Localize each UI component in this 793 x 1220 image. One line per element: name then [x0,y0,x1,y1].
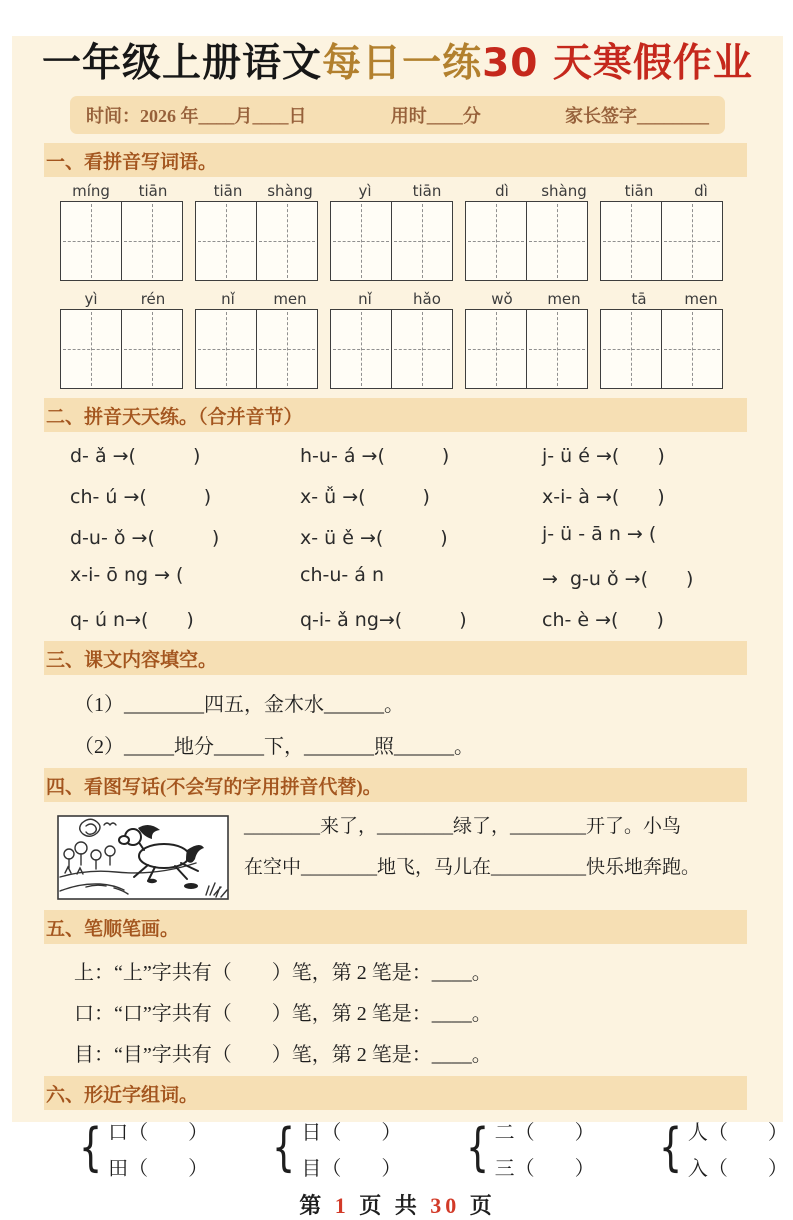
pinyin-merge-item: x-i- ō ng → ( [70,563,184,586]
pinyin-label: tā [631,289,647,308]
writing-grid-cell [121,310,182,388]
writing-grid [330,201,453,281]
page-title [12,42,783,87]
pinyin-label: men [547,289,581,308]
similar-character-groups [74,1116,788,1181]
pinyin-label: yì [84,289,98,308]
pinyin-label: dì [495,181,509,200]
section-1-heading: 一、看拼音写词语。 [44,143,747,177]
writing-grid [465,201,588,281]
fill-blank-line: 在空中________地飞，马儿在__________快乐地奔跑。 [244,856,701,878]
section-6-heading: 六、形近字组词。 [44,1076,747,1110]
pinyin-merge-item: q-i- ǎ ng→( ) [300,608,467,631]
writing-grid-cell [601,202,661,280]
writing-grid-cell [661,202,722,280]
word-blank: 人（ ） [687,1121,788,1144]
section-3-heading: 三、课文内容填空。 [44,641,747,675]
writing-grid [195,201,318,281]
similar-character-group [267,1116,402,1181]
section-2-heading: 二、拼音天天练。（合并音节） [44,398,747,432]
pinyin-pair [334,290,459,308]
pinyin-pair [197,290,322,308]
pinyin-label: shàng [541,181,587,200]
pinyin-pair [197,182,322,200]
pinyin-merge-item: d- ǎ →( ) [70,444,201,467]
pinyin-pair [471,182,596,200]
writing-grid-row-2 [60,309,783,389]
picture-writing-lines [244,807,700,901]
meta-date: 时间：2026 年____月____日 [86,105,307,126]
word-blank: 目（ ） [301,1157,402,1180]
writing-grid-cell [526,202,587,280]
writing-grid [330,309,453,389]
pinyin-label: wǒ [491,289,513,308]
writing-grid [60,201,183,281]
pinyin-label: men [684,289,718,308]
picture-writing-block [56,807,783,901]
writing-grid-cell [391,310,452,388]
writing-grid-cell [256,202,317,280]
page-footer [12,1189,783,1220]
writing-grid [465,309,588,389]
footer-suffix: 页 [469,1192,496,1218]
pinyin-merge-item: d-u- ǒ →( ) [70,526,220,549]
pinyin-label: yì [358,181,372,200]
writing-grid-cell [256,310,317,388]
writing-grid-cell [601,310,661,388]
writing-grid [600,201,723,281]
brace-glyph: { [465,1117,489,1178]
title-course: 一年级上册语文 [42,41,323,86]
pinyin-label: rén [140,289,166,308]
pinyin-pair [334,182,459,200]
stroke-order-line: 上：“上”字共有（ ）笔，第 2 笔是：____。 [74,961,492,984]
pinyin-label: tiān [213,181,243,200]
page-number: 1 [334,1192,350,1218]
pinyin-merge-item: h-u- á →( ) [300,444,450,467]
pinyin-merge-item: j- ü é →( ) [542,444,665,467]
pinyin-pair [471,290,596,308]
writing-grid-cell [61,202,121,280]
section-5-heading: 五、笔顺笔画。 [44,910,747,944]
title-homework: 30 天寒假作业 [482,41,753,86]
writing-grid [600,309,723,389]
word-blank: 田（ ） [108,1157,209,1180]
title-daily-practice: 每日一练 [322,41,483,86]
pinyin-label: nǐ [221,289,235,308]
pinyin-merge-item: x- ü ě →( ) [300,526,448,549]
pinyin-merge-item: → g-u ǒ →( ) [542,567,694,590]
word-blank: 入（ ） [687,1157,788,1180]
writing-grid-cell [661,310,722,388]
writing-grid-cell [391,202,452,280]
section-4-heading: 四、看图写话(不会写的字用拼音代替)。 [44,768,747,802]
brace-glyph: { [658,1117,682,1178]
writing-grid-cell [331,310,391,388]
meta-strip [70,96,725,134]
stroke-order-line: 目：“目”字共有（ ）笔，第 2 笔是：____。 [74,1043,492,1066]
writing-grid-cell [466,202,526,280]
writing-grid-cell [61,310,121,388]
writing-grid-cell [331,202,391,280]
brace-glyph: { [78,1117,103,1178]
similar-character-group [654,1116,788,1181]
fill-blank-line: （1）________四五，金木水______。 [74,693,404,716]
pinyin-merge-item: x- ǚ →( ) [300,485,430,508]
pinyin-merge-item: x-i- à →( ) [542,485,665,508]
meta-signature: 家长签字________ [565,105,709,126]
pinyin-label-row-2 [60,290,783,308]
fill-blank-line: ________来了，________绿了，________开了。小鸟 [244,815,682,837]
writing-grid-row-1 [60,201,783,281]
fill-blank-line: （2）_____地分_____下，_______照______。 [74,735,474,758]
pinyin-merge-item: ch- ú →( ) [70,485,212,508]
pinyin-label: hǎo [413,289,441,308]
pinyin-label: men [273,289,307,308]
similar-character-group [74,1116,209,1181]
writing-grid-cell [466,310,526,388]
word-blank: 三（ ） [494,1157,595,1180]
pinyin-pair [608,290,733,308]
pinyin-label-row-1 [60,182,783,200]
writing-grid-cell [121,202,182,280]
writing-grid [195,309,318,389]
footer-mid: 页 共 [359,1192,421,1218]
pinyin-label: tiān [138,181,168,200]
stroke-order-line: 口：“口”字共有（ ）笔，第 2 笔是：____。 [74,1002,492,1025]
brace-glyph: { [272,1117,296,1178]
pinyin-merge-item: ch-u- á n [300,563,385,586]
writing-grid [60,309,183,389]
pinyin-label: nǐ [358,289,372,308]
pinyin-label: dì [694,181,708,200]
word-blank: 二（ ） [494,1121,595,1144]
pinyin-label: tiān [624,181,654,200]
word-blank: 日（ ） [301,1121,402,1144]
worksheet-page [12,36,788,1218]
pinyin-label: míng [72,181,110,200]
pinyin-pair [608,182,733,200]
pinyin-pair [60,182,185,200]
similar-character-group [461,1116,595,1181]
pinyin-merge-item: ch- è →( ) [542,608,664,631]
writing-grid-cell [196,202,256,280]
pinyin-merge-exercises [70,441,783,632]
total-pages: 30 [430,1192,461,1218]
word-blank: 口（ ） [108,1121,209,1144]
footer-prefix: 第 [299,1192,326,1218]
pinyin-merge-item: j- ü - ā n → ( [542,522,657,545]
pinyin-pair [60,290,185,308]
pinyin-merge-item: q- ú n→( ) [70,608,194,631]
meta-duration: 用时____分 [390,105,481,126]
writing-grid-cell [526,310,587,388]
horse-illustration [56,807,230,901]
writing-grid-cell [196,310,256,388]
pinyin-label: tiān [412,181,442,200]
pinyin-label: shàng [267,181,313,200]
